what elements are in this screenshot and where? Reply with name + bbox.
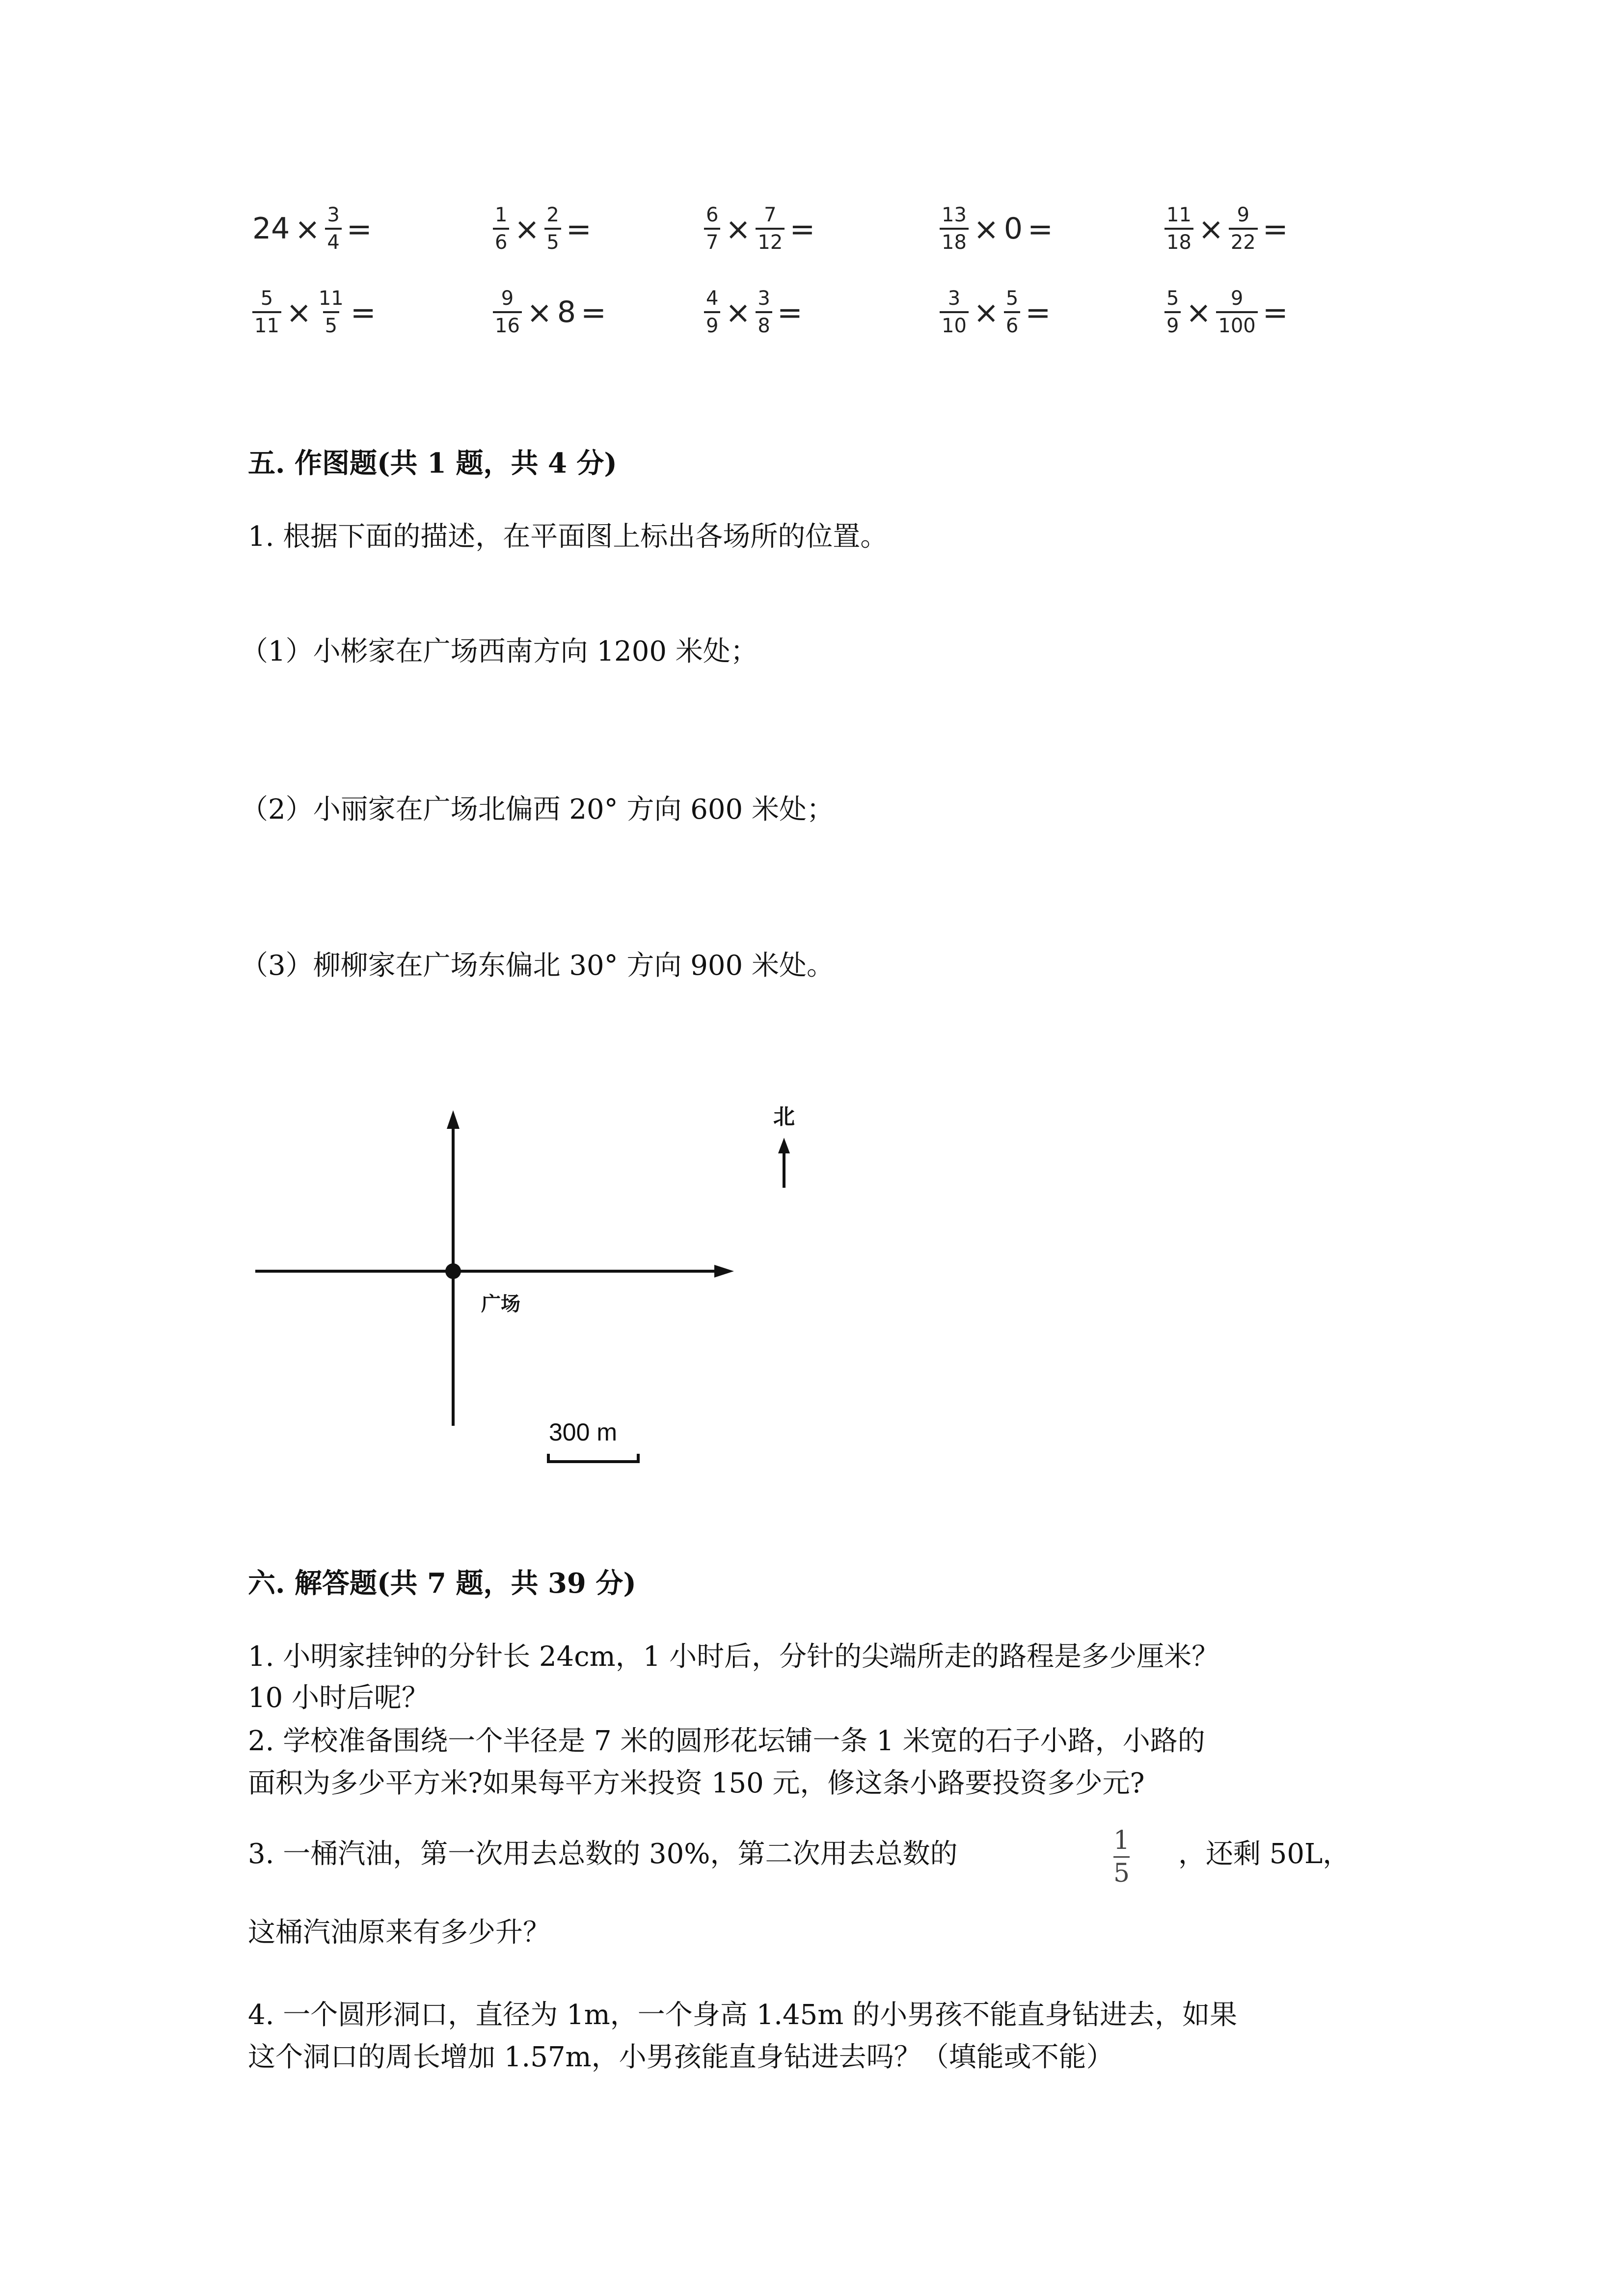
fraction-denominator: 22 bbox=[1229, 228, 1258, 252]
section6-q3-line1-start: 3. 一桶汽油，第一次用去总数的 30%，第二次用去总数的 bbox=[248, 1838, 958, 1870]
fraction-denominator: 7 bbox=[704, 228, 720, 252]
times-sign: × bbox=[526, 294, 552, 330]
whole-number: 24 bbox=[252, 212, 290, 246]
fraction-numerator: 1 bbox=[495, 204, 508, 226]
fraction-numerator: 11 bbox=[318, 287, 344, 310]
north-label: 北 bbox=[773, 1104, 795, 1129]
section5-item-1: （1）小彬家在广场西南方向 1200 米处； bbox=[241, 636, 758, 667]
equals-sign: = bbox=[581, 294, 606, 330]
section5-heading: 五. 作图题(共 1 题，共 4 分) bbox=[248, 447, 617, 480]
times-sign: × bbox=[1186, 294, 1212, 330]
section6-heading: 六. 解答题(共 7 题，共 39 分) bbox=[248, 1567, 636, 1600]
fraction-numerator: 13 bbox=[942, 204, 967, 226]
north-axis-arrow-icon bbox=[447, 1110, 460, 1129]
plaza-label: 广场 bbox=[481, 1293, 520, 1315]
fraction-denominator: 10 bbox=[940, 311, 969, 336]
east-axis-arrow-icon bbox=[714, 1265, 734, 1278]
times-sign: × bbox=[514, 211, 540, 247]
times-sign: × bbox=[1198, 211, 1224, 247]
times-sign: × bbox=[295, 211, 321, 247]
section5-item-2: （2）小丽家在广场北偏西 20° 方向 600 米处； bbox=[241, 794, 834, 826]
section6-q3-line2: 这桶汽油原来有多少升？ bbox=[248, 1917, 550, 1949]
equals-sign: = bbox=[350, 294, 376, 330]
fraction-numerator: 5 bbox=[1005, 287, 1019, 310]
plaza-center-dot bbox=[445, 1263, 461, 1279]
times-sign: × bbox=[725, 294, 751, 330]
times-sign: × bbox=[725, 211, 751, 247]
fraction-denominator: 5 bbox=[1113, 1856, 1130, 1886]
fraction-numerator: 7 bbox=[764, 204, 777, 226]
equals-sign: = bbox=[1025, 294, 1051, 330]
fraction-denominator: 6 bbox=[1004, 311, 1020, 336]
fraction-denominator: 9 bbox=[704, 311, 720, 336]
scale-label: 300 m bbox=[549, 1418, 617, 1446]
fraction-numerator: 9 bbox=[1237, 204, 1250, 226]
section6-q4-line1: 4. 一个圆形洞口，直径为 1m，一个身高 1.45m 的小男孩不能直身钻进去，如果 bbox=[248, 1999, 1238, 2031]
fraction-denominator: 100 bbox=[1216, 311, 1257, 336]
times-sign: × bbox=[286, 294, 312, 330]
section5-question-1: 1. 根据下面的描述，在平面图上标出各场所的位置。 bbox=[248, 521, 888, 553]
section6-q2-line2: 面积为多少平方米?如果每平方米投资 150 元，修这条小路要投资多少元? bbox=[248, 1767, 1145, 1799]
equals-sign: = bbox=[346, 211, 372, 247]
fraction-denominator: 4 bbox=[325, 228, 341, 252]
fraction-numerator: 9 bbox=[501, 287, 514, 310]
section6-q1-line1: 1. 小明家挂钟的分针长 24cm，1 小时后，分针的尖端所走的路程是多少厘米？ bbox=[248, 1641, 1219, 1673]
fraction-numerator: 4 bbox=[706, 287, 719, 310]
fraction-numerator: 3 bbox=[947, 287, 961, 310]
fraction-numerator: 5 bbox=[1166, 287, 1179, 310]
section6-q2-line1: 2. 学校准备围绕一个半径是 7 米的圆形花坛铺一条 1 米宽的石子小路，小路的 bbox=[248, 1725, 1205, 1757]
times-sign: × bbox=[973, 294, 999, 330]
fraction-denominator: 18 bbox=[1164, 228, 1193, 252]
whole-number: 8 bbox=[557, 295, 576, 329]
section5-item-3: （3）柳柳家在广场东偏北 30° 方向 900 米处。 bbox=[241, 950, 834, 982]
fraction-numerator: 11 bbox=[1166, 204, 1191, 226]
equals-sign: = bbox=[566, 211, 592, 247]
fraction-numerator: 2 bbox=[546, 204, 559, 226]
equals-sign: = bbox=[789, 211, 815, 247]
fraction-denominator: 8 bbox=[756, 311, 772, 336]
fraction-denominator: 16 bbox=[493, 311, 522, 336]
whole-number: 0 bbox=[1003, 212, 1023, 246]
fraction-numerator: 5 bbox=[260, 287, 273, 310]
fraction-numerator: 3 bbox=[327, 204, 340, 226]
fraction-numerator: 1 bbox=[1113, 1826, 1130, 1855]
times-sign: × bbox=[973, 211, 999, 247]
equals-sign: = bbox=[1262, 211, 1288, 247]
section6-q3-fraction bbox=[1113, 1828, 1130, 1886]
fraction-denominator: 5 bbox=[323, 311, 339, 336]
fraction-numerator: 6 bbox=[706, 204, 719, 226]
section6-q1-line2: 10 小时后呢？ bbox=[248, 1682, 430, 1714]
fraction-denominator: 9 bbox=[1164, 311, 1181, 336]
section6-q4-line2: 这个洞口的周长增加 1.57m，小男孩能直身钻进去吗？（填能或不能） bbox=[248, 2041, 1114, 2073]
equals-sign: = bbox=[1028, 211, 1053, 247]
fraction-denominator: 18 bbox=[940, 228, 969, 252]
north-indicator-arrow-icon bbox=[778, 1138, 790, 1153]
section6-q3-line1-end: ，还剩 50L， bbox=[1178, 1838, 1351, 1870]
fraction-denominator: 12 bbox=[756, 228, 785, 252]
fraction-denominator: 6 bbox=[493, 228, 509, 252]
fraction-denominator: 5 bbox=[544, 228, 561, 252]
fraction-numerator: 3 bbox=[758, 287, 770, 310]
fraction-denominator: 11 bbox=[252, 311, 281, 336]
equals-sign: = bbox=[1262, 294, 1288, 330]
fraction-numerator: 9 bbox=[1230, 287, 1244, 310]
equals-sign: = bbox=[777, 294, 803, 330]
